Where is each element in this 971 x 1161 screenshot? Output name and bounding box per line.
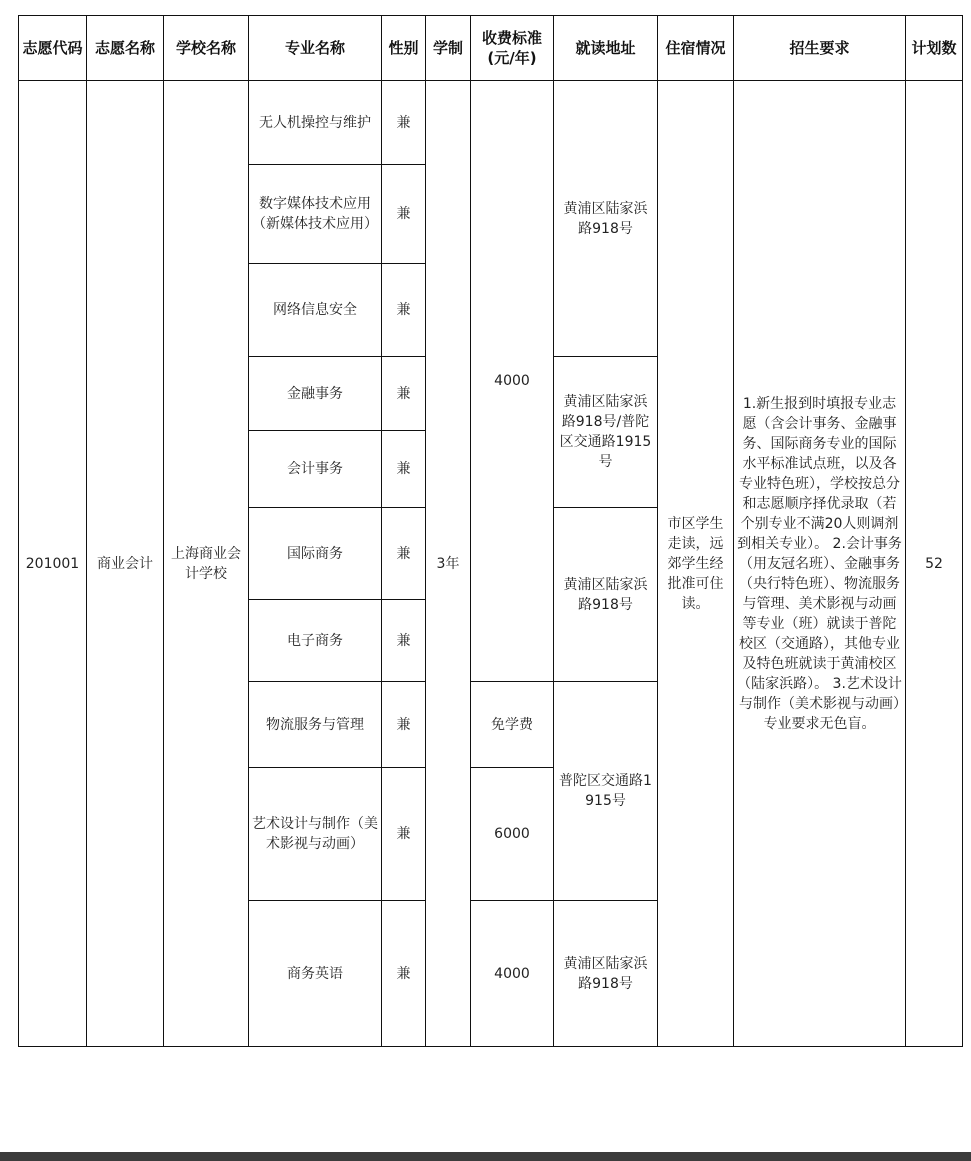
- major-cell: 无人机操控与维护: [249, 81, 382, 165]
- choice-name-cell: 商业会计: [87, 81, 164, 1047]
- code-cell: 201001: [19, 81, 87, 1047]
- header-code: 志愿代码: [19, 16, 87, 81]
- header-school: 学校名称: [164, 16, 249, 81]
- major-cell: 国际商务: [249, 508, 382, 600]
- dorm-cell: 市区学生走读，远郊学生经批准可住读。: [658, 81, 734, 1047]
- major-cell: 商务英语: [249, 901, 382, 1047]
- major-cell: 艺术设计与制作（美术影视与动画）: [249, 768, 382, 901]
- address-cell: 普陀区交通路1915号: [554, 682, 658, 901]
- address-cell: 黄浦区陆家浜路918号: [554, 901, 658, 1047]
- gender-cell: 兼: [382, 682, 426, 768]
- header-plan: 计划数: [906, 16, 963, 81]
- header-requirements: 招生要求: [734, 16, 906, 81]
- fee-cell: 6000: [471, 768, 554, 901]
- duration-cell: 3年: [426, 81, 471, 1047]
- major-cell: 电子商务: [249, 600, 382, 682]
- gender-cell: 兼: [382, 165, 426, 264]
- address-cell: 黄浦区陆家浜路918号: [554, 81, 658, 357]
- header-fee: 收费标准(元/年): [471, 16, 554, 81]
- major-cell: 数字媒体技术应用（新媒体技术应用）: [249, 165, 382, 264]
- major-cell: 网络信息安全: [249, 264, 382, 357]
- gender-cell: 兼: [382, 264, 426, 357]
- plan-cell: 52: [906, 81, 963, 1047]
- gender-cell: 兼: [382, 431, 426, 508]
- major-cell: 会计事务: [249, 431, 382, 508]
- fee-cell: 免学费: [471, 682, 554, 768]
- header-gender: 性别: [382, 16, 426, 81]
- fee-cell: 4000: [471, 81, 554, 682]
- table-row: [19, 81, 963, 165]
- header-choice-name: 志愿名称: [87, 16, 164, 81]
- fee-cell: 4000: [471, 901, 554, 1047]
- bottom-scroll-bar: [0, 1152, 971, 1161]
- header-dorm: 住宿情况: [658, 16, 734, 81]
- gender-cell: 兼: [382, 768, 426, 901]
- school-cell: 上海商业会计学校: [164, 81, 249, 1047]
- gender-cell: 兼: [382, 508, 426, 600]
- header-address: 就读地址: [554, 16, 658, 81]
- major-cell: 物流服务与管理: [249, 682, 382, 768]
- header-duration: 学制: [426, 16, 471, 81]
- header-row: [19, 16, 963, 81]
- gender-cell: 兼: [382, 901, 426, 1047]
- requirements-cell: 1.新生报到时填报专业志愿（含会计事务、金融事务、国际商务专业的国际水平标准试点班，以及各专业特色班），学校按总分和志愿顺序择优录取（若个别专业不满20人则调剂到相关专业）。 2.会计事务（用友冠名班）、金融事务（央行特色班）、物流服务与管理、美术影视与动画等专业（班）就读于普陀校区（交通路），其他专业及特色班就读于黄浦校区（陆家浜路）。 3.艺术设计与制作（美术影视与动画）专业要求无色盲。: [734, 81, 906, 1047]
- gender-cell: 兼: [382, 81, 426, 165]
- address-cell: 黄浦区陆家浜路918号: [554, 508, 658, 682]
- admission-table: [18, 15, 963, 1047]
- address-cell: 黄浦区陆家浜路918号/普陀区交通路1915号: [554, 357, 658, 508]
- gender-cell: 兼: [382, 357, 426, 431]
- gender-cell: 兼: [382, 600, 426, 682]
- header-major: 专业名称: [249, 16, 382, 81]
- major-cell: 金融事务: [249, 357, 382, 431]
